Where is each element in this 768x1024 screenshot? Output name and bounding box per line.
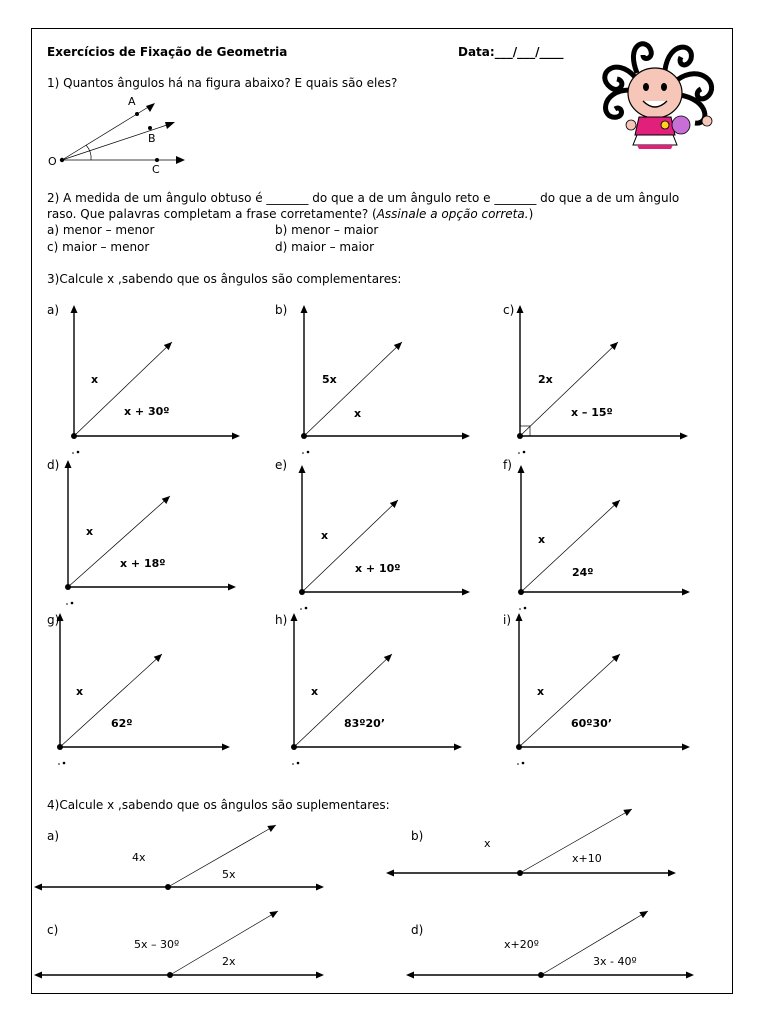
q3-lower-angle-label: x – 15º xyxy=(571,406,613,419)
option-a[interactable]: a) menor – menor xyxy=(47,223,155,237)
q3-upper-angle-label: x xyxy=(537,685,545,698)
q3-upper-angle-label: 5x xyxy=(322,373,337,386)
question-3-text: 3)Calcule x ,sabendo que os ângulos são complementares: xyxy=(47,272,402,286)
q3-lower-angle-label: x + 10º xyxy=(355,562,401,575)
q4-left-angle-label: 4x xyxy=(132,851,146,864)
q4-right-angle-label: 2x xyxy=(222,955,236,968)
q4-left-angle-label: 5x – 30º xyxy=(134,938,180,951)
worksheet-title: Exercícios de Fixação de Geometria xyxy=(47,45,288,59)
question-4-text: 4)Calcule x ,sabendo que os ângulos são suplementares: xyxy=(47,798,390,812)
q3-item-letter: i) xyxy=(503,613,512,627)
arrowhead-right xyxy=(316,884,324,891)
vertex-point xyxy=(517,870,523,876)
question-2-line2: raso. Que palavras completam a frase corretamente? (Assinale a opção correta.) xyxy=(47,207,534,221)
q3-item-letter: c) xyxy=(503,303,515,317)
q3-lower-angle-label: x + 30º xyxy=(124,405,170,418)
label-a: A xyxy=(128,95,136,108)
question-1-text: 1) Quantos ângulos há na figura abaixo? E quais são eles? xyxy=(47,76,398,90)
q4-left-angle-label: x xyxy=(484,837,491,850)
q3-upper-angle-label: x xyxy=(86,525,94,538)
arrowhead-diagonal xyxy=(639,911,648,918)
q3-lower-angle-label: 24º xyxy=(572,566,594,579)
arrowhead-diagonal xyxy=(269,911,278,918)
q3-lower-angle-label: 60º30’ xyxy=(571,717,612,730)
arrowhead-left xyxy=(34,884,42,891)
q3-item-letter: b) xyxy=(275,303,288,317)
q3-upper-angle-label: x xyxy=(311,685,319,698)
arrowhead-diagonal xyxy=(623,809,632,816)
arrowhead-left xyxy=(406,972,414,979)
arrowhead-diagonal xyxy=(267,825,276,832)
label-c: C xyxy=(152,163,160,176)
q3-upper-angle-label: x xyxy=(538,533,546,546)
q4-right-angle-label: 5x xyxy=(222,868,236,881)
q4-right-angle-label: x+10 xyxy=(572,852,602,865)
q3-item-letter: f) xyxy=(503,458,512,472)
label-o: O xyxy=(48,155,57,168)
q3-upper-angle-label: x xyxy=(76,685,84,698)
q3-lower-angle-label: x xyxy=(354,407,362,420)
q4-item-letter: d) xyxy=(411,923,424,937)
vertex-point xyxy=(538,972,544,978)
q3-item-letter: h) xyxy=(275,613,288,627)
q3-item-letter: d) xyxy=(47,458,60,472)
q3-upper-angle-label: x xyxy=(321,529,329,542)
q3-upper-angle-label: 2x xyxy=(538,373,553,386)
arrowhead-right xyxy=(316,972,324,979)
vertex-point xyxy=(167,972,173,978)
option-d[interactable]: d) maior – maior xyxy=(275,240,375,254)
q3-upper-angle-label: x xyxy=(91,373,99,386)
arrowhead-right xyxy=(668,870,676,877)
option-c[interactable]: c) maior – menor xyxy=(47,240,150,254)
q4-item-letter: b) xyxy=(411,829,424,843)
arrowhead-left xyxy=(34,972,42,979)
q3-lower-angle-label: 62º xyxy=(111,717,133,730)
option-b[interactable]: b) menor – maior xyxy=(275,223,379,237)
arrowhead-left xyxy=(386,870,394,877)
q3-item-letter: e) xyxy=(275,458,288,472)
q4-item-letter: c) xyxy=(47,923,59,937)
q4-left-angle-label: x+20º xyxy=(504,938,539,951)
date-field: Data:___/___/____ xyxy=(458,45,564,59)
q4-item-letter: a) xyxy=(47,829,60,843)
q3-item-letter: g) xyxy=(47,613,60,627)
label-b: B xyxy=(148,132,156,145)
vertex-point xyxy=(165,884,171,890)
q3-item-letter: a) xyxy=(47,303,60,317)
q3-lower-angle-label: 83º20’ xyxy=(344,717,385,730)
q3-lower-angle-label: x + 18º xyxy=(120,557,166,570)
arrowhead-right xyxy=(686,972,694,979)
question-2-line1: 2) A medida de um ângulo obtuso é _______ do que a de um ângulo reto e _______ do que a de um ângulo xyxy=(47,191,680,205)
q4-right-angle-label: 3x - 40º xyxy=(593,955,637,968)
